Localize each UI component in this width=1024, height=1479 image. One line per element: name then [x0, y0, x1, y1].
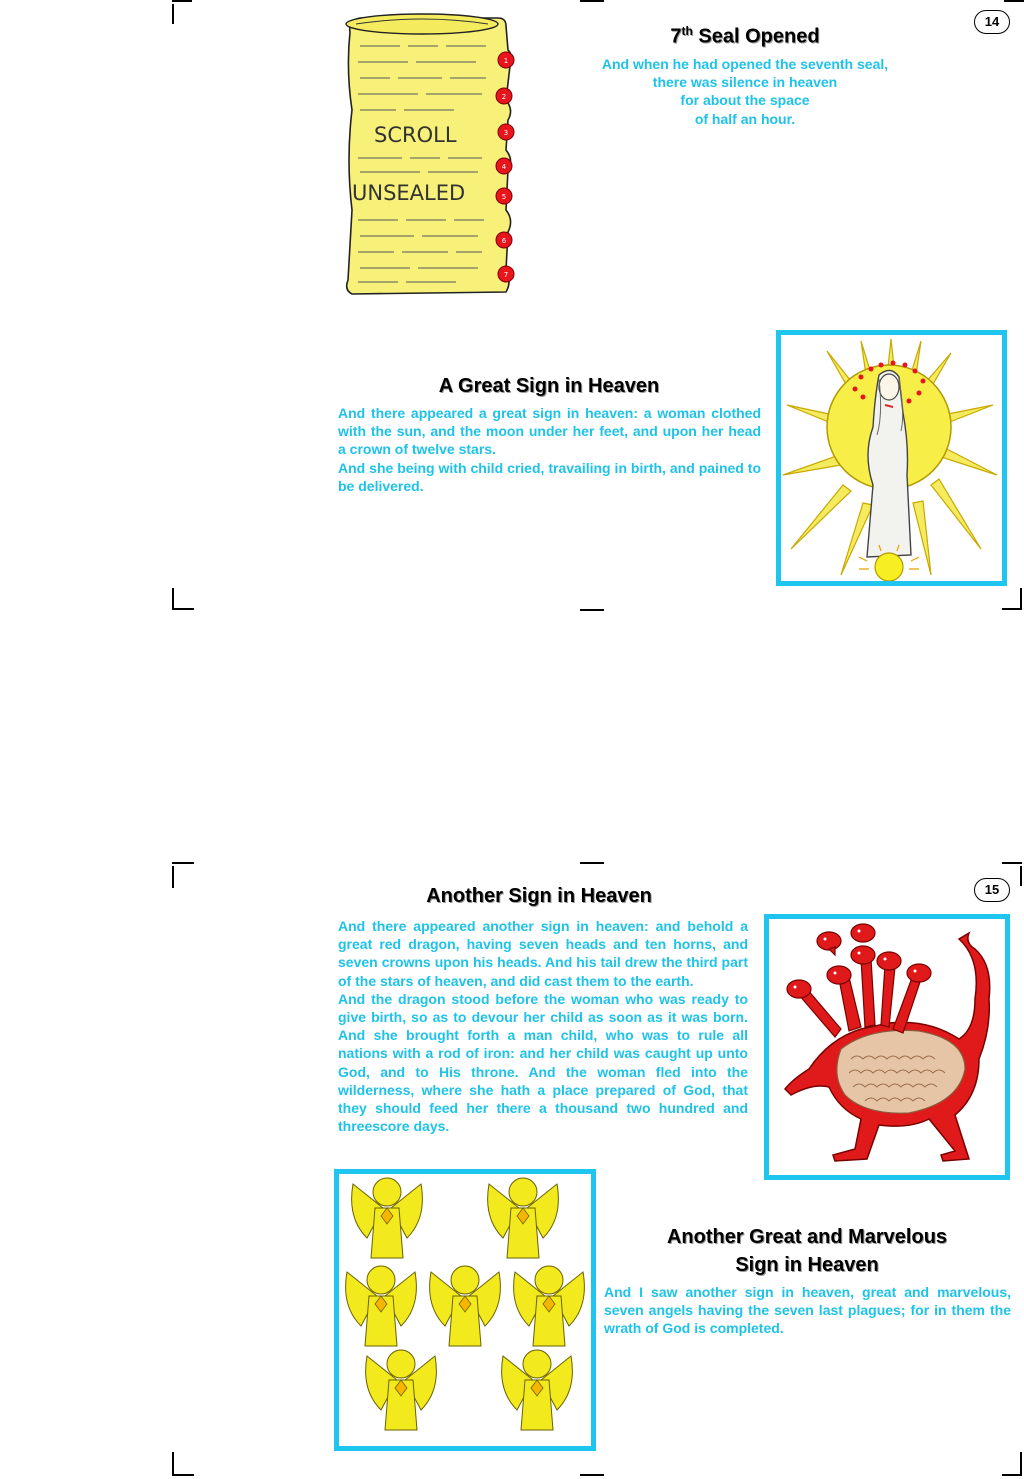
page-number-15: 15 — [974, 878, 1010, 902]
svg-text:6: 6 — [501, 237, 507, 245]
seventh-seal-text: And when he had opened the seventh seal, there was silence in heaven for about the space of half an hour. — [601, 56, 889, 127]
scroll-unsealed-illustration — [338, 10, 524, 300]
svg-text:2: 2 — [501, 93, 507, 101]
great-sign-text: And there appeared a great sign in heaven: a woman clothed with the sun, and the moon under her feet, and upon her head a crown of twelve stars. And she being with child cried, travailing in birth, and pained to be delivered. — [338, 405, 761, 494]
svg-text:4: 4 — [501, 163, 507, 171]
svg-text:3: 3 — [503, 129, 509, 137]
scroll-text-line2: UNSEALED — [352, 181, 466, 205]
section-title-seventh-seal: 7th Seal Opened — [670, 24, 820, 48]
woman-clothed-with-sun-image — [776, 330, 1007, 586]
svg-text:1: 1 — [503, 57, 509, 65]
seven-angels-image — [334, 1169, 596, 1451]
scroll-text-line1: SCROLL — [374, 123, 457, 147]
section-title-great-sign: A Great Sign in Heaven — [438, 375, 660, 397]
another-sign-text: And there appeared another sign in heaven: and behold a great red dragon, having seven heads and ten horns, and seven crowns upon his heads. And his tail drew the third part of the stars of heaven, and did cast them to the earth. And the dragon stood before the woman who was ready to give birth, so as to devour her child as soon as it was born. And she brought forth a man child, who was to rule all nations with a rod of iron: and her child was caught up unto God, and to His throne. And the woman fled into the wilderness, where she hath a place prepared of God, that they should feed her there a thousand two hundred and threescore days. — [338, 918, 748, 1135]
page-number-14: 14 — [974, 10, 1010, 34]
red-dragon-image — [764, 914, 1010, 1180]
section-title-another-sign: Another Sign in Heaven — [426, 885, 652, 907]
section-title-marvelous-sign: Another Great and Marvelous Sign in Heaven — [666, 1226, 948, 1276]
svg-text:5: 5 — [501, 193, 507, 201]
svg-text:7: 7 — [503, 271, 509, 279]
marvelous-sign-text: And I saw another sign in heaven, great and marvelous, seven angels having the seven last plagues; for in them the wrath of God is completed. — [604, 1284, 1011, 1337]
